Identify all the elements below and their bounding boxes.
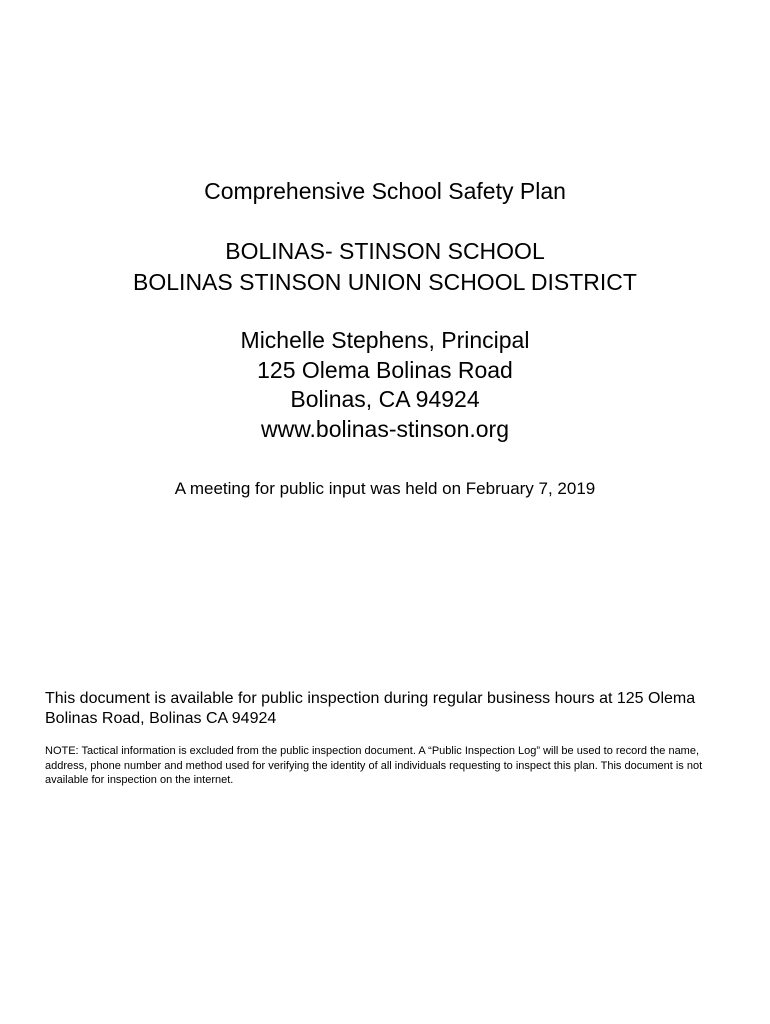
inspection-note: NOTE: Tactical information is excluded from the public inspection document. A “Public Inspection Log” will be used to record the name, address, phone number and method used for verifying the identity of all individuals requesting to inspect this plan. This document is not available for inspection on the internet. xyxy=(45,745,703,786)
availability-statement: This document is available for public inspection during regular business hours at 125 Olema Bolinas Road, Bolinas CA 94924 xyxy=(45,690,696,727)
meeting-statement: A meeting for public input was held on February 7, 2019 xyxy=(174,479,596,498)
school-name: BOLINAS- STINSON SCHOOL xyxy=(225,238,545,264)
district-name: BOLINAS STINSON UNION SCHOOL DISTRICT xyxy=(133,269,637,295)
school-heading xyxy=(0,236,770,298)
website-url: www.bolinas-stinson.org xyxy=(260,415,509,442)
address-city: Bolinas, CA 94924 xyxy=(290,386,480,412)
document-title: Comprehensive School Safety Plan xyxy=(204,178,566,204)
principal-name: Michelle Stephens, Principal xyxy=(240,327,530,353)
contact-block xyxy=(0,326,770,444)
address-street: 125 Olema Bolinas Road xyxy=(257,356,513,383)
